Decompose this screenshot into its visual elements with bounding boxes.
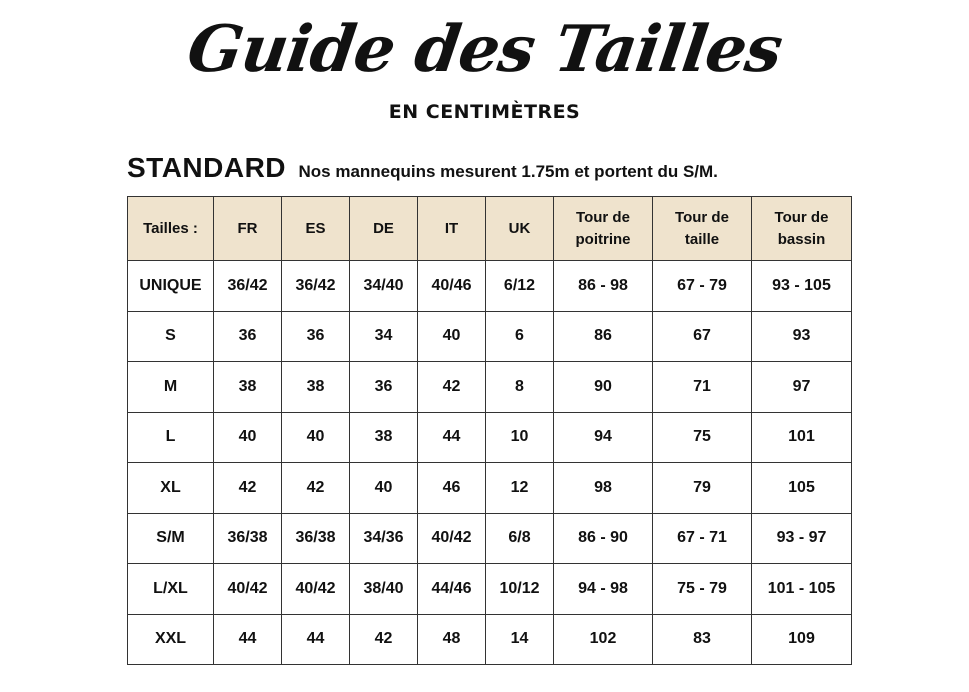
table-row <box>128 513 852 564</box>
table-cell: 79 <box>653 463 752 514</box>
table-cell: 40 <box>282 412 350 463</box>
table-cell: 67 <box>653 311 752 362</box>
table-row <box>128 412 852 463</box>
table-cell: 94 - 98 <box>554 564 653 615</box>
header-text: Tailles : <box>143 219 198 237</box>
table-cell: S/M <box>128 513 214 564</box>
table-cell: 42 <box>214 463 282 514</box>
table-cell: 44/46 <box>418 564 486 615</box>
table-cell: 44 <box>214 614 282 665</box>
table-cell: 36/42 <box>214 261 282 312</box>
table-cell: 44 <box>418 412 486 463</box>
table-cell: 86 <box>554 311 653 362</box>
table-cell: 75 - 79 <box>653 564 752 615</box>
table-cell: M <box>128 362 214 413</box>
table-cell: 34/36 <box>350 513 418 564</box>
table-cell: 6 <box>486 311 554 362</box>
header-text: Tour de <box>675 208 729 226</box>
header-fr <box>214 197 282 261</box>
table-cell: UNIQUE <box>128 261 214 312</box>
table-cell: 93 <box>752 311 852 362</box>
table-cell: 6/12 <box>486 261 554 312</box>
page-subtitle: EN CENTIMÈTRES <box>388 101 581 123</box>
header-text: IT <box>444 219 459 237</box>
table-cell: 36/38 <box>214 513 282 564</box>
table-cell: 67 - 71 <box>653 513 752 564</box>
header-text: bassin <box>777 230 826 248</box>
table-cell: 36 <box>214 311 282 362</box>
header-text: Tour de <box>774 208 829 226</box>
header-text: Tour de <box>576 208 630 226</box>
table-cell: 97 <box>752 362 852 413</box>
table-cell: 98 <box>554 463 653 514</box>
table-cell: 10/12 <box>486 564 554 615</box>
table-row <box>128 463 852 514</box>
section-label: STANDARD <box>127 152 287 183</box>
table-cell: 38 <box>350 412 418 463</box>
header-text: ES <box>305 219 326 237</box>
table-cell: 86 - 90 <box>554 513 653 564</box>
table-cell: XXL <box>128 614 214 665</box>
table-row <box>128 362 852 413</box>
table-cell: 93 - 105 <box>752 261 852 312</box>
table-cell: 38/40 <box>350 564 418 615</box>
table-cell: 36/42 <box>282 261 350 312</box>
table-cell: 93 - 97 <box>752 513 852 564</box>
table-cell: 67 - 79 <box>653 261 752 312</box>
table-cell: S <box>128 311 214 362</box>
header-text: UK <box>508 219 531 237</box>
section-heading <box>127 152 718 184</box>
table-cell: 105 <box>752 463 852 514</box>
table-cell: 40/46 <box>418 261 486 312</box>
table-cell: 12 <box>486 463 554 514</box>
header-de <box>350 197 418 261</box>
table-cell: 42 <box>350 614 418 665</box>
table-cell: L <box>128 412 214 463</box>
table-cell: 75 <box>653 412 752 463</box>
header-text: poitrine <box>575 230 631 248</box>
header-text: FR <box>237 219 258 237</box>
table-cell: 34 <box>350 311 418 362</box>
table-cell: 40/42 <box>214 564 282 615</box>
header-sizes <box>128 197 214 261</box>
table-cell: 101 - 105 <box>752 564 852 615</box>
table-cell: 42 <box>418 362 486 413</box>
table-cell: 40 <box>214 412 282 463</box>
table-cell: 71 <box>653 362 752 413</box>
table-cell: 38 <box>214 362 282 413</box>
table-cell: 42 <box>282 463 350 514</box>
table-row <box>128 614 852 665</box>
table-row <box>128 564 852 615</box>
table-cell: 6/8 <box>486 513 554 564</box>
table-cell: 101 <box>752 412 852 463</box>
table-cell: 8 <box>486 362 554 413</box>
table-cell: 40 <box>418 311 486 362</box>
table-row <box>128 311 852 362</box>
table-cell: 44 <box>282 614 350 665</box>
header-waist <box>653 197 752 261</box>
table-header-row <box>128 197 852 261</box>
header-hips <box>752 197 852 261</box>
table-cell: 40/42 <box>418 513 486 564</box>
table-cell: 10 <box>486 412 554 463</box>
header-es <box>282 197 350 261</box>
table-cell: 109 <box>752 614 852 665</box>
header-text: DE <box>373 219 394 237</box>
header-chest <box>554 197 653 261</box>
table-cell: 86 - 98 <box>554 261 653 312</box>
header-it <box>418 197 486 261</box>
table-cell: 102 <box>554 614 653 665</box>
header-text: taille <box>684 230 720 248</box>
table-cell: 40 <box>350 463 418 514</box>
section-note: Nos mannequins mesurent 1.75m et portent du S/M. <box>298 162 718 181</box>
table-row <box>128 261 852 312</box>
table-cell: 94 <box>554 412 653 463</box>
page-title: Guide des Tailles <box>182 12 787 87</box>
table-cell: 14 <box>486 614 554 665</box>
table-cell: L/XL <box>128 564 214 615</box>
table-cell: 46 <box>418 463 486 514</box>
table-cell: 40/42 <box>282 564 350 615</box>
table-cell: XL <box>128 463 214 514</box>
size-table <box>127 196 852 665</box>
table-cell: 36/38 <box>282 513 350 564</box>
table-cell: 36 <box>350 362 418 413</box>
header-uk <box>486 197 554 261</box>
table-cell: 83 <box>653 614 752 665</box>
table-cell: 48 <box>418 614 486 665</box>
table-cell: 38 <box>282 362 350 413</box>
table-cell: 34/40 <box>350 261 418 312</box>
table-cell: 90 <box>554 362 653 413</box>
table-cell: 36 <box>282 311 350 362</box>
